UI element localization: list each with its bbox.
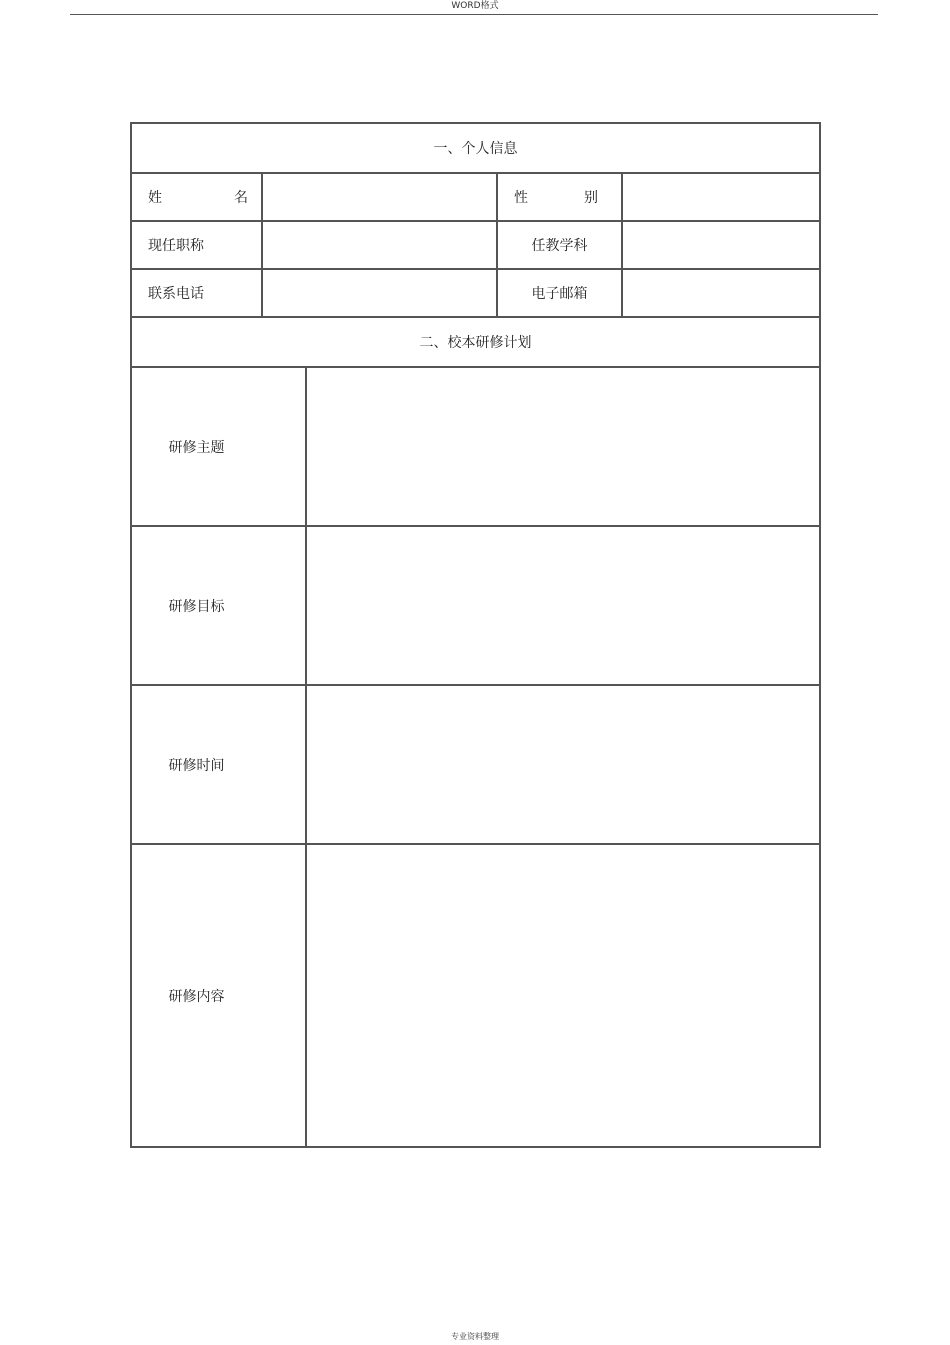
name-gender-row [131,173,820,221]
name-label [131,173,262,221]
plan-field-content[interactable] [306,844,820,1147]
plan-field-goal[interactable] [306,526,820,685]
email-label: 电子邮箱 [497,269,622,317]
header-rule [70,14,878,15]
gender-label-char2: 别 [584,190,598,206]
plan-field-time[interactable] [306,685,820,844]
plan-row-goal [131,526,820,685]
section2-title: 二、校本研修计划 [131,317,820,367]
name-label-char1: 姓 [148,190,162,206]
section1-title: 一、个人信息 [131,123,820,173]
page-header: WORD格式 [451,1,499,11]
phone-label: 联系电话 [131,269,262,317]
name-label-char2: 名 [234,190,248,206]
plan-field-topic[interactable] [306,367,820,526]
title-label: 现任职称 [131,221,262,269]
plan-label-content: 研修内容 [131,844,306,1147]
gender-label-char1: 性 [514,190,528,206]
subject-label: 任教学科 [497,221,622,269]
plan-label-goal: 研修目标 [131,526,306,685]
gender-label [497,173,622,221]
plan-row-time [131,685,820,844]
subject-field[interactable] [622,221,820,269]
title-subject-row [131,221,820,269]
title-field[interactable] [262,221,497,269]
plan-row-content [131,844,820,1147]
plan-row-topic [131,367,820,526]
page-footer: 专业资料整理 [451,1332,499,1341]
gender-field[interactable] [622,173,820,221]
research-plan-form [130,122,821,1148]
phone-email-row [131,269,820,317]
section2-header-row [131,317,820,367]
plan-label-topic: 研修主题 [131,367,306,526]
phone-field[interactable] [262,269,497,317]
name-field[interactable] [262,173,497,221]
plan-label-time: 研修时间 [131,685,306,844]
section1-header-row [131,123,820,173]
email-field[interactable] [622,269,820,317]
